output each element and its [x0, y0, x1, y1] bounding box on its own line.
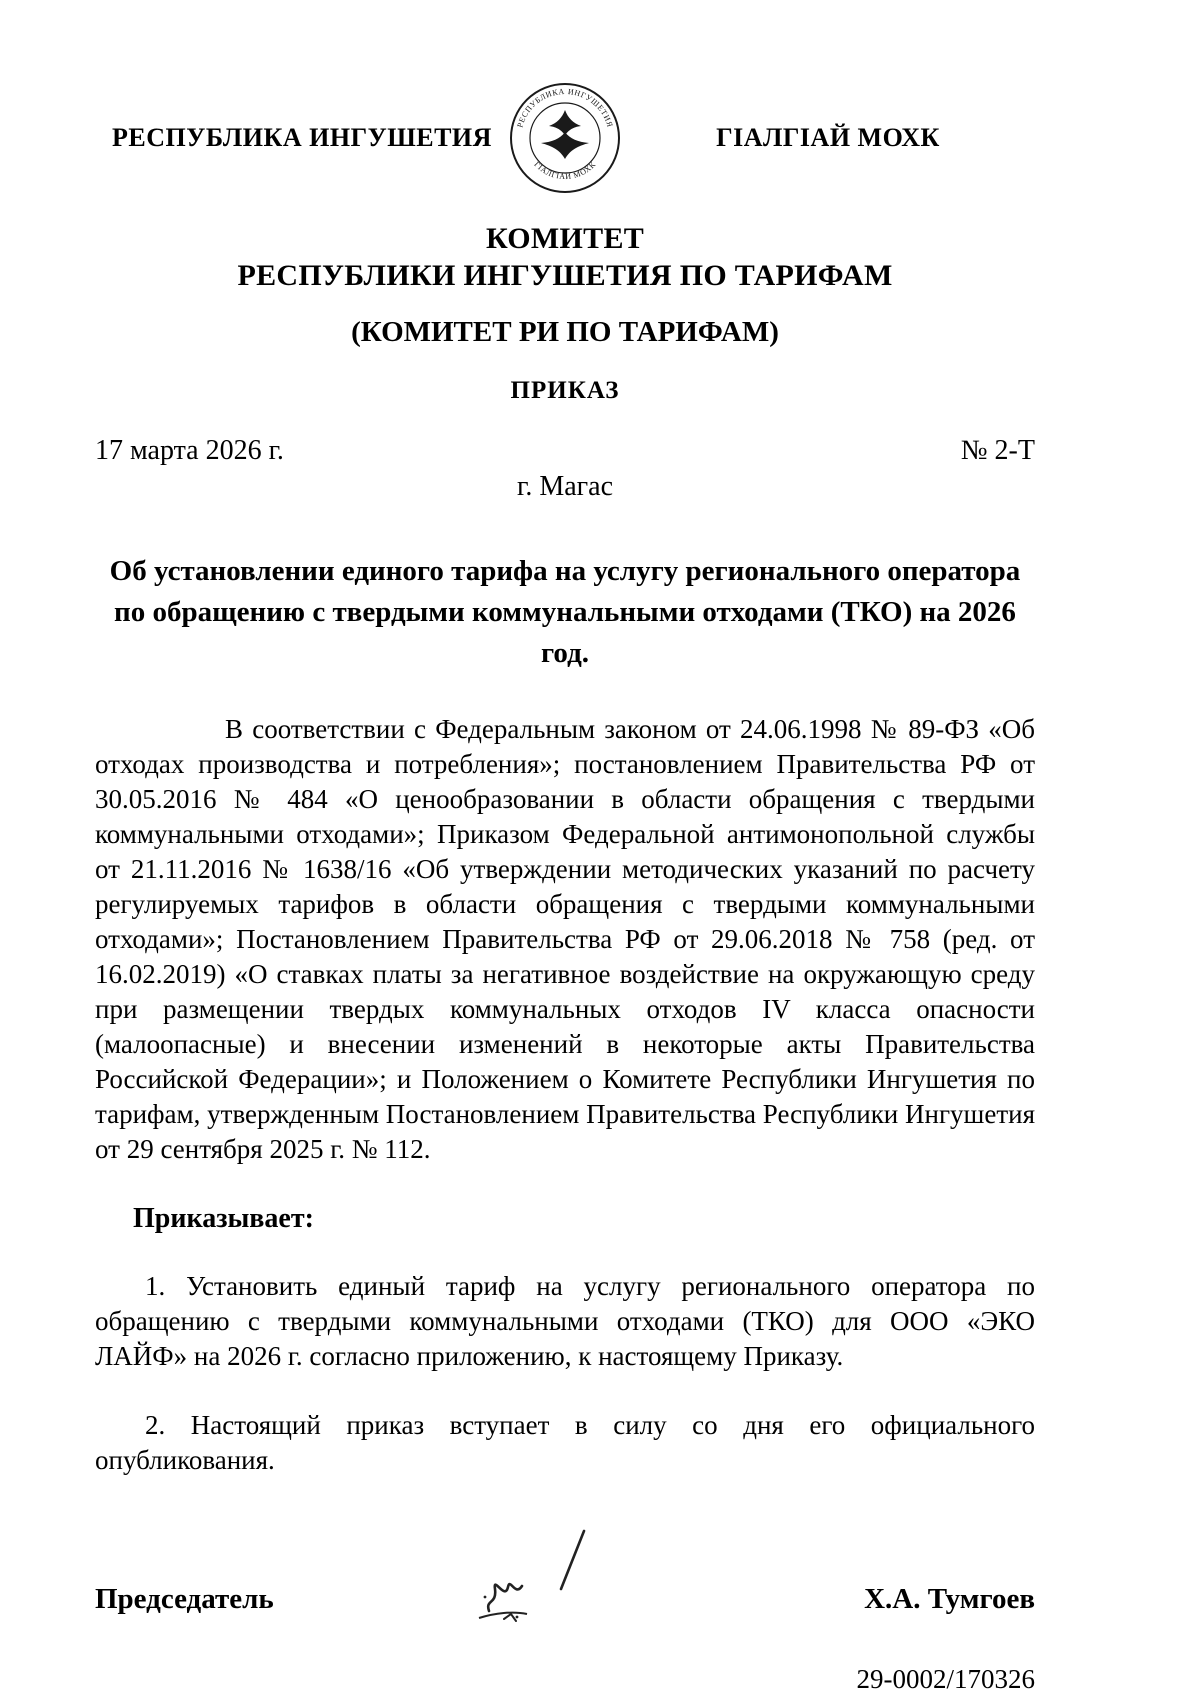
document-place: г. Магас	[517, 471, 613, 502]
document-number: № 2-Т	[960, 435, 1035, 466]
emblem-top-text: РЕСПУБЛИКА ИНГУШЕТИЯ	[515, 86, 615, 129]
preamble-paragraph: В соответствии с Федеральным законом от 24.06.1998 № 89-ФЗ «Об отходах производства и потребления»; постановлением Правительства РФ от 30.05.2016 № 484 «О ценообразовании в области обращения с твердыми коммунальными отходами»; Приказом Федеральной антимонопольной службы от 21.11.2016 № 1638/16 «Об утверждении методических указаний по расчету регулируемых тарифов в области обращения с твердыми коммунальными отходами»; Постановлением Правительства РФ от 29.06.2018 № 758 (ред. от 16.02.2019) «О ставках платы за негативное воздействие на окружающую среду при размещении твердых коммунальных отходов IV класса опасности (малоопасные) и внесении изменений в некоторые акты Правительства Российской Федерации»; и Положением о Комитете Республики Ингушетия по тарифам, утвержденным Постановлением Правительства Республики Ингушетия от 29 сентября 2025 г. № 112.	[95, 714, 1035, 1164]
organisation-name-line1: КОМИТЕТ	[485, 222, 645, 255]
document-type-label: ПРИКАЗ	[510, 377, 620, 404]
signer-name: Х.А. Тумгоев	[864, 1583, 1035, 1615]
meta-row	[95, 435, 1035, 467]
coat-of-arms-emblem	[509, 82, 621, 194]
orders-label: Приказывает:	[133, 1203, 314, 1234]
signature-scribble	[455, 1525, 625, 1630]
registration-number: 29-0002/170326	[856, 1664, 1035, 1694]
eagle-icon	[541, 110, 589, 159]
republic-name-russian: РЕСПУБЛИКА ИНГУШЕТИЯ	[112, 123, 492, 152]
organisation-name-line2: РЕСПУБЛИКИ ИНГУШЕТИЯ ПО ТАРИФАМ	[237, 259, 893, 292]
order-item-2: 2. Настоящий приказ вступает в силу со дня его официального опубликования.	[95, 1410, 1035, 1475]
document-title: Об установлении единого тарифа на услугу регионального оператора по обращению с твердыми коммунальными отходами (ТКО) на 2026 год.	[109, 555, 1021, 669]
signature-row	[95, 1583, 1035, 1616]
document-date: 17 марта 2026 г.	[95, 435, 284, 466]
order-item-1: 1. Установить единый тариф на услугу регионального оператора по обращению с твердыми коммунальными отходами (ТКО) для ООО «ЭКО ЛАЙФ» на 2026 г. согласно приложению, к настоящему Приказу.	[95, 1271, 1035, 1371]
document-header	[95, 82, 1035, 194]
organisation-block	[95, 220, 1035, 405]
emblem-bottom-text: ГIАЛГIАИ МОХК	[532, 159, 598, 182]
organisation-short-name: (КОМИТЕТ РИ ПО ТАРИФАМ)	[351, 316, 779, 348]
signer-position: Председатель	[95, 1583, 274, 1615]
republic-name-ingush: ГIАЛГIАЙ МОХК	[716, 123, 940, 152]
